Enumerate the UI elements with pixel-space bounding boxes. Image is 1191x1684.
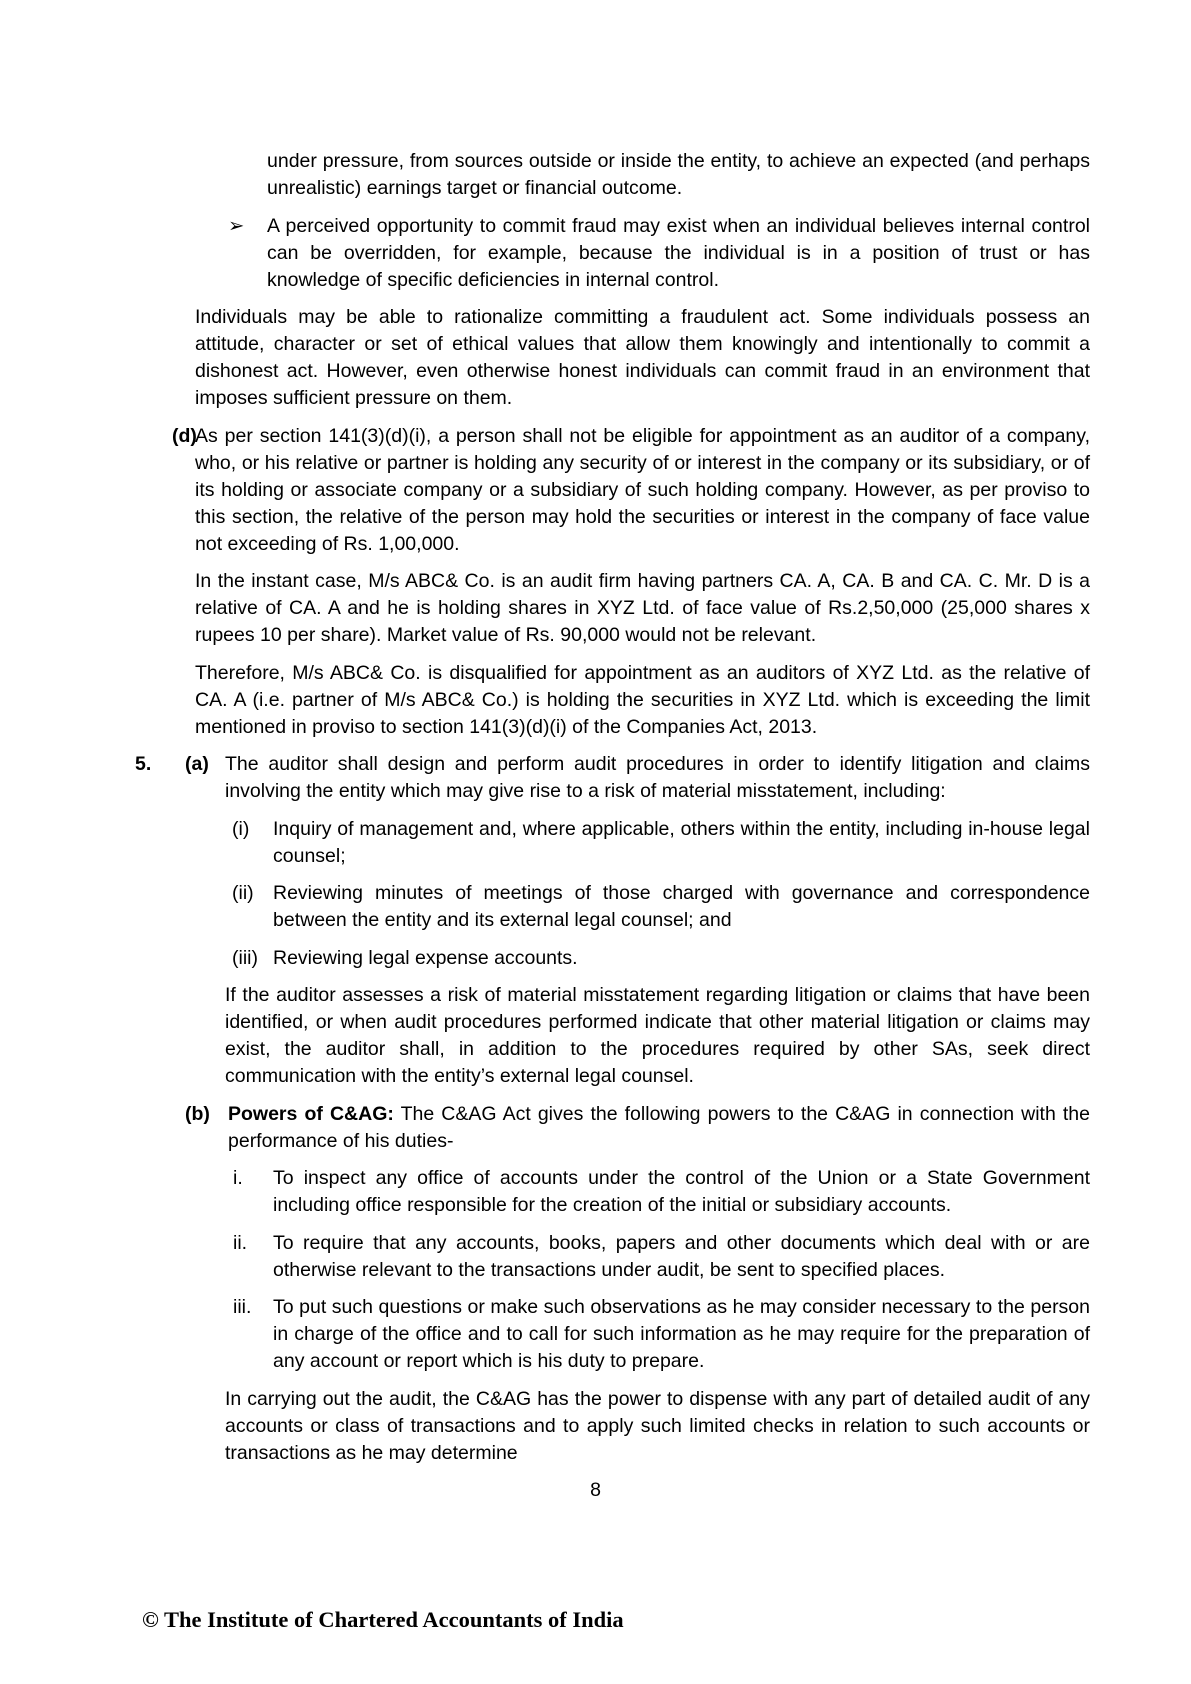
paragraph-text: Therefore, M/s ABC& Co. is disqualified for appointment as an auditors of XYZ Ltd. as the relative of CA. A (i.e. partner of M/s ABC& Co.) is holding the securities in XYZ Ltd. which is exceeding the limit mentioned in proviso to section 141(3)(d)(i) of the Companies Act, 2013. — [195, 661, 1090, 738]
instant-case-paragraph — [0, 568, 1090, 649]
paragraph-text: If the auditor assesses a risk of material misstatement regarding litigation or claims that have been identified, or when audit procedures performed indicate that other material litigation or claims may exist, the auditor shall, in addition to the procedures required by other SAs, seek direct communication with the entity’s external legal counsel. — [225, 984, 1090, 1087]
power-marker-ii: ii. — [233, 1231, 248, 1254]
list-item-ii — [0, 880, 1090, 934]
item-b-powers-paragraph — [0, 1101, 1090, 1155]
list-item-text: To put such questions or make such observations as he may consider necessary to the person in charge of the office and to call for such information as he may require for the preparation of any account or report which is his duty to prepare. — [273, 1296, 1090, 1372]
power-item-iii — [0, 1294, 1090, 1375]
list-item-text: Inquiry of management and, where applicable, others within the entity, including in-house legal counsel; — [273, 817, 1090, 867]
item-a-label: (a) — [185, 753, 209, 775]
page-content — [0, 148, 1191, 1504]
bullet-arrow-icon: ➢ — [228, 214, 245, 237]
list-item-text: Reviewing legal expense accounts. — [273, 946, 578, 969]
bullet-text: A perceived opportunity to commit fraud may exist when an individual believes internal control can be overridden, for example, because the individual is in a position of trust or has knowledge of specific deficiencies in internal control. — [267, 214, 1090, 291]
list-marker-ii: (ii) — [232, 882, 254, 904]
question-number-label: 5. — [135, 753, 152, 775]
bullet-continuation-paragraph — [0, 148, 1090, 202]
paragraph-text: In carrying out the audit, the C&AG has the power to dispense with any part of detailed audit of any accounts or class of transactions and to apply such limited checks in relation to such accounts or transactions as he may determine — [225, 1387, 1090, 1464]
conclusion-paragraph — [0, 660, 1090, 741]
item-d-paragraph — [0, 423, 1090, 558]
question-5a-paragraph — [0, 751, 1090, 805]
paragraph-text: The auditor shall design and perform audit procedures in order to identify litigation and claims involving the entity which may give rise to a risk of material misstatement, including: — [225, 753, 1090, 802]
paragraph-text: In the instant case, M/s ABC& Co. is an audit firm having partners CA. A, CA. B and CA. C. Mr. D is a relative of CA. A and he is holding shares in XYZ Ltd. of face value of Rs.2,50,000 (25,000 shares x rupees 10 per share). Market value of Rs. 90,000 would not be relevant. — [195, 570, 1090, 646]
item-d-label: (d) — [172, 424, 197, 447]
list-item-text: To require that any accounts, books, papers and other documents which deal with or are otherwise relevant to the transactions under audit, be sent to specified places. — [273, 1231, 1090, 1281]
item-b-label: (b) — [185, 1102, 210, 1125]
list-item-iii — [0, 945, 1090, 972]
list-marker-i: (i) — [232, 817, 250, 840]
paragraph-text: Individuals may be able to rationalize committing a fraudulent act. Some individuals possess an attitude, character or set of ethical values that allow them knowingly and intentionally to commit a dishonest act. However, even otherwise honest individuals can commit fraud in an environment that imposes sufficient pressure on them. — [195, 306, 1090, 409]
power-item-ii — [0, 1230, 1090, 1284]
paragraph-text: As per section 141(3)(d)(i), a person shall not be eligible for appointment as an auditor of a company, who, or his relative or partner is holding any security of or interest in the company or its subsidiary, or of its holding or associate company or a subsidiary of such holding company. However, as per proviso to this section, the relative of the person may hold the securities or interest in the company of face value not exceeding of Rs. 1,00,000. — [195, 424, 1090, 555]
power-item-i — [0, 1165, 1090, 1219]
paragraph-text: The C&AG Act gives the following powers to the C&AG in connection with the performance of his duties- — [228, 1102, 1090, 1152]
rationalization-paragraph — [0, 304, 1090, 412]
litigation-assessment-paragraph — [0, 982, 1090, 1090]
list-item-i — [0, 816, 1090, 870]
list-item-text: To inspect any office of accounts under the control of the Union or a State Government including office responsible for the creation of the initial or subsidiary accounts. — [273, 1167, 1090, 1216]
paragraph-text: under pressure, from sources outside or inside the entity, to achieve an expected (and perhaps unrealistic) earnings target or financial outcome. — [267, 150, 1090, 199]
list-marker-iii: (iii) — [232, 946, 258, 969]
page-number: 8 — [590, 1479, 601, 1501]
powers-heading: Powers of C&AG: — [228, 1102, 394, 1125]
power-marker-iii: iii. — [233, 1296, 252, 1318]
fraud-opportunity-bullet-item — [0, 213, 1090, 294]
list-item-text: Reviewing minutes of meetings of those charged with governance and correspondence between the entity and its external legal counsel; and — [273, 882, 1090, 931]
power-marker-i: i. — [233, 1167, 243, 1189]
footer-copyright: © The Institute of Chartered Accountants of India — [142, 1607, 624, 1632]
closing-paragraph — [0, 1386, 1090, 1467]
